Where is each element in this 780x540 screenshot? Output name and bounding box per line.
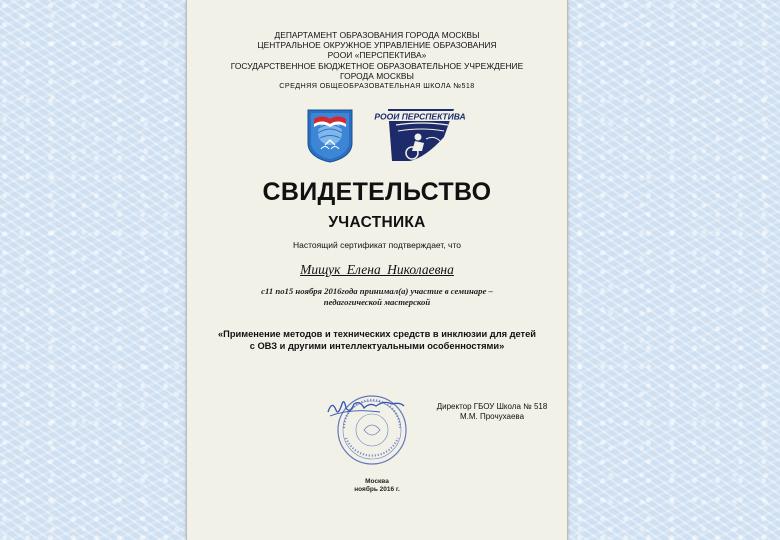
director-name: М.М. Прочухаева: [459, 412, 525, 421]
director-signature-block: [427, 402, 557, 422]
issue-date: ноябрь 2016 г.: [354, 486, 400, 493]
certificate-page: [186, 0, 568, 540]
header-line-district: ЦЕНТРАЛЬНОЕ ОКРУЖНОЕ УПРАВЛЕНИЕ ОБРАЗОВАНИЯ: [257, 40, 497, 51]
certificate-title: СВИДЕТЕЛЬСТВО: [262, 178, 492, 206]
recipient-name: Мищук Елена Николаевна: [300, 262, 454, 277]
confirmation-text: Настоящий сертификат подтверждает, что: [292, 240, 461, 250]
seminar-line-dates: с11 по15 ноября 2016года принимал(а) участие в семинаре –: [261, 286, 493, 296]
topic-line-2: с ОВЗ и другими интеллектуальными особенностями»: [249, 340, 505, 351]
header-line-city: ГОРОДА МОСКВЫ: [340, 70, 414, 81]
header-line-rooi: РООИ «ПЕРСПЕКТИВА»: [327, 50, 427, 61]
moscow-education-shield-icon: [305, 107, 355, 163]
issuer-header: [187, 30, 567, 91]
place-and-date: [187, 478, 567, 494]
seminar-description: [227, 286, 527, 307]
header-line-institution: ГОСУДАРСТВЕННОЕ БЮДЖЕТНОЕ ОБРАЗОВАТЕЛЬНОЕ УЧРЕЖДЕНИЕ: [230, 60, 524, 71]
seminar-topic: [202, 329, 552, 352]
seminar-line-type: педагогической мастерской: [323, 296, 431, 307]
rooi-logo-text: РООИ ПЕРСПЕКТИВА: [374, 111, 466, 122]
topic-line-1: «Применение методов и технических средств в инклюзии для детей: [218, 329, 536, 339]
issue-city: Москва: [365, 478, 389, 485]
header-line-department: ДЕПАРТАМЕНТ ОБРАЗОВАНИЯ ГОРОДА МОСКВЫ: [274, 30, 480, 40]
header-line-school: СРЕДНЯЯ ОБЩЕОБРАЗОВАТЕЛЬНАЯ ШКОЛА №518: [279, 81, 475, 91]
rooi-perspektiva-logo-icon: [374, 107, 466, 163]
round-seal-icon: [320, 390, 415, 470]
director-title: Директор ГБОУ Школа № 518: [436, 402, 548, 411]
certificate-subtitle: УЧАСТНИКА: [328, 214, 426, 231]
